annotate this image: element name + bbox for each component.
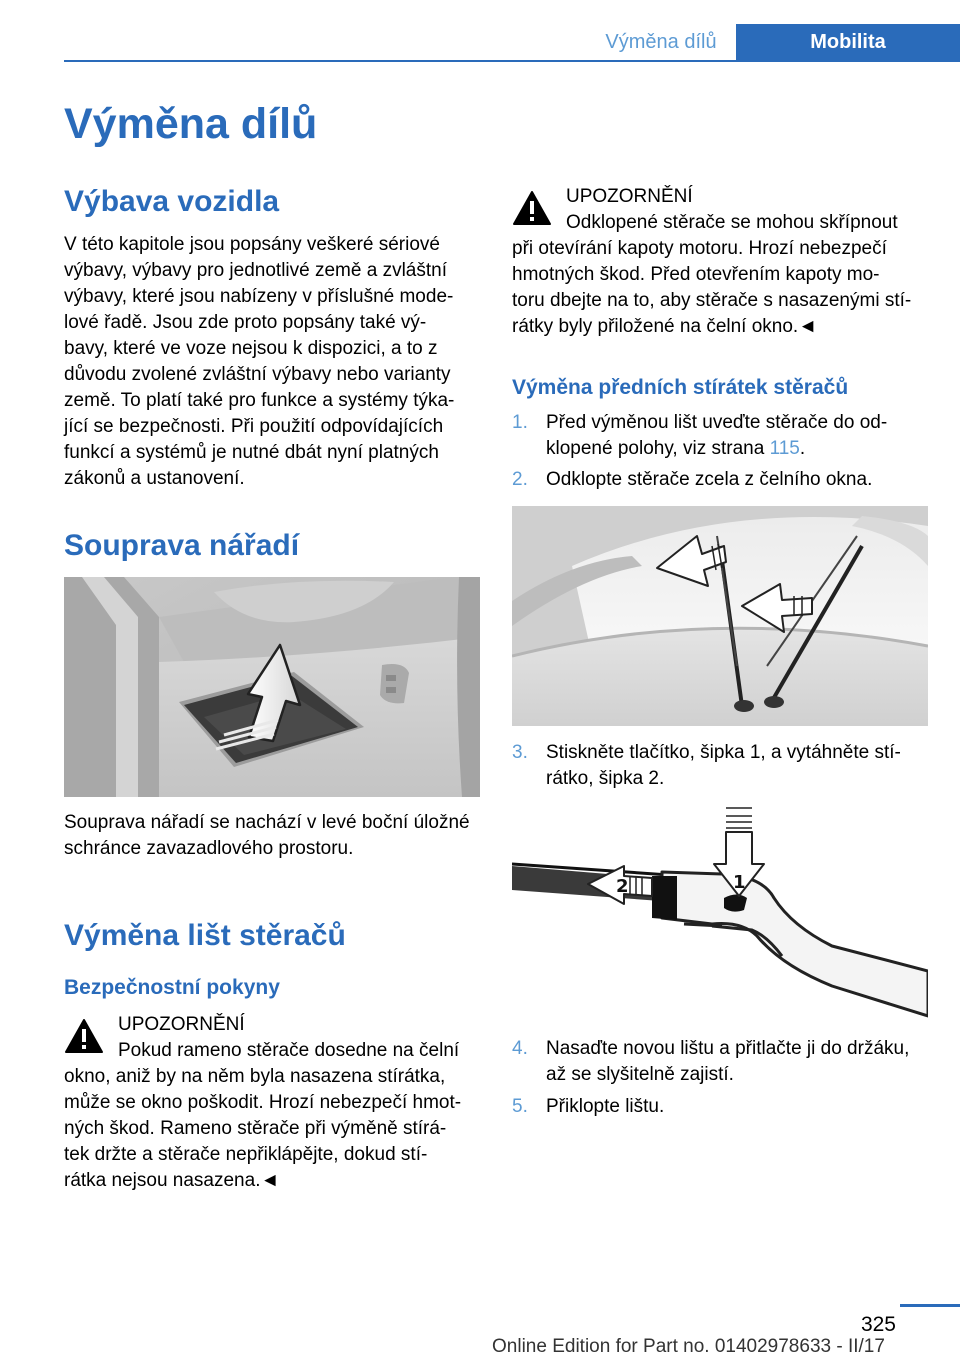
step-number: 4. bbox=[512, 1038, 528, 1059]
step-number: 3. bbox=[512, 742, 528, 763]
step-text: Přiklopte lištu. bbox=[546, 1096, 665, 1117]
arrow-2-label: 2 bbox=[616, 876, 629, 897]
warning-label: UPOZORNĚNÍ bbox=[566, 186, 693, 207]
step-3 bbox=[512, 740, 932, 792]
step-4 bbox=[512, 1036, 932, 1088]
footer-rule bbox=[900, 1304, 960, 1307]
header-section-tab[interactable]: Výměna dílů bbox=[605, 31, 717, 53]
equipment-paragraph: V této kapitole jsou popsány veškeré sériové výbavy, výbavy pro jednotlivé země a zvláštní výbavy, které jsou nabízeny v příslušné mode‐ lové řadě. Jsou zde proto popsány také vý‐ bavy, které ve voze nejsou k dispozici, a to z důvodu zvolené zvláštní výbavy nebo varianty země. To platí také pro funkce a systémy týka‐ jící se bezpečnosti. Při použití odpovídajících funkcí a systémů je nutné dbát nyní platných zákonů a ustanovení. bbox=[64, 234, 455, 489]
step-text: Odklopte stěrače zcela z čelního okna. bbox=[546, 469, 873, 490]
wipers-figure bbox=[512, 506, 928, 726]
step-number: 5. bbox=[512, 1096, 528, 1117]
heading-front-wiper-blades: Výměna předních stírátek stěračů bbox=[512, 376, 849, 399]
warning-box-left: UPOZORNĚNÍ Pokud rameno stěrače dosedne na čelní okno, aniž by na něm byla nasazena stírátka, může se okno poškodit. Hrozí nebezpečí hmot‐ ných škod. Rameno stěrače při výměně stírá‐ tek držte a stěrače nepřiklápějte, dokud stí‐ rátka nejsou nasazena.◄ bbox=[64, 1012, 484, 1194]
heading-toolkit: Souprava nářadí bbox=[64, 529, 300, 562]
warning-triangle-icon bbox=[512, 190, 552, 226]
step-text: Stiskněte tlačítko, šipka 1, a vytáhněte stí‐ rátko, šipka 2. bbox=[546, 742, 901, 789]
heading-safety-notes: Bezpečnostní pokyny bbox=[64, 976, 280, 999]
header-chapter-tab[interactable]: Mobilita bbox=[736, 24, 960, 60]
toolkit-paragraph: Souprava nářadí se nachází v levé boční úložné schránce zavazadlového prostoru. bbox=[64, 812, 470, 859]
step-number: 1. bbox=[512, 412, 528, 433]
edition-note: Online Edition for Part no. 01402978633 - II/17 bbox=[492, 1336, 885, 1357]
page-number: 325 bbox=[860, 1313, 896, 1336]
warning-box-right: UPOZORNĚNÍ Odklopené stěrače se mohou skřípnout při otevírání kapoty motoru. Hrozí nebezpečí hmotných škod. Před otevřením kapoty mo‐ toru dbejte na to, aby stěrače s nasazenými stí‐ rátky byly přiložené na čelní okno.◄ bbox=[512, 184, 928, 340]
warning-triangle-icon bbox=[64, 1018, 104, 1054]
step-1 bbox=[512, 410, 932, 462]
step-5 bbox=[512, 1094, 932, 1120]
page-title: Výměna dílů bbox=[64, 100, 318, 148]
header-rule bbox=[64, 60, 960, 62]
warning-label: UPOZORNĚNÍ bbox=[118, 1014, 245, 1035]
heading-equipment: Výbava vozidla bbox=[64, 185, 280, 218]
page-link[interactable]: 115 bbox=[769, 438, 800, 459]
toolkit-figure bbox=[64, 577, 480, 797]
step-number: 2. bbox=[512, 469, 528, 490]
arrow-1-label: 1 bbox=[733, 872, 746, 893]
step-text: Nasaďte novou lištu a přitlačte ji do držáku, až se slyšitelně zajistí. bbox=[546, 1038, 910, 1085]
step-text: Před výměnou lišt uveďte stěrače do od‐ klopené polohy, viz strana 115. bbox=[546, 412, 888, 459]
wiper-blade-detail-figure bbox=[512, 806, 928, 1026]
step-2 bbox=[512, 467, 932, 493]
heading-wiper-blades: Výměna lišt stěračů bbox=[64, 919, 346, 952]
